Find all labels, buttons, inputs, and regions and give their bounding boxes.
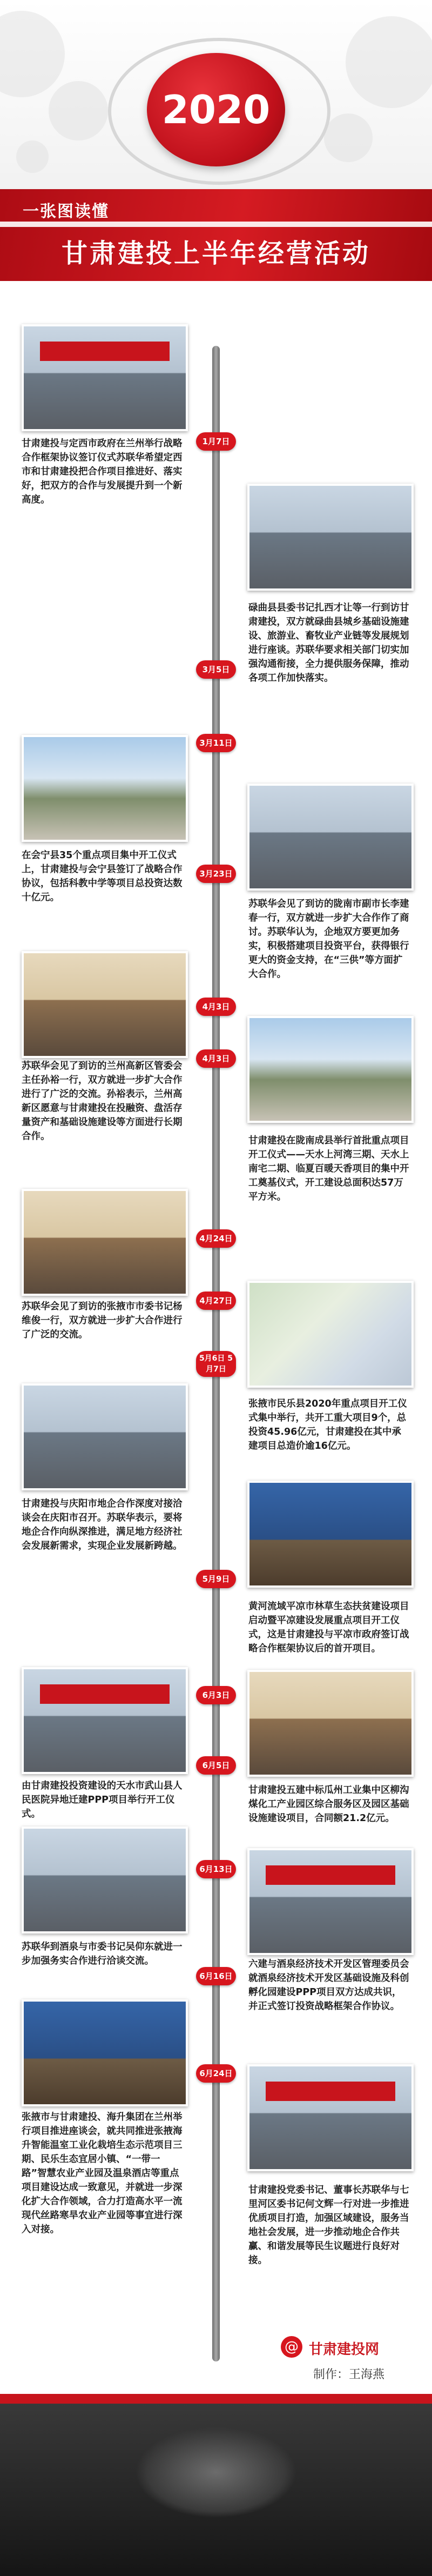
year-badge: 2020 [147,53,285,166]
event-photo [22,1189,188,1296]
event-photo [22,735,188,842]
event-photo [247,1281,414,1388]
event-text: 苏联华会见了到访的陇南市副市长李建春一行，双方就进一步扩大合作作了商讨。苏联华认为，企地双方要更加务实，积极搭建项目投资平台，获得银行更大的资金支持，在“三供”等方面扩大合作。 [248,899,409,980]
event-photo [22,324,188,431]
event-date: 4月27日 [196,1292,236,1310]
event-text: 苏联华会见了到访的张掖市市委书记杨维俊一行，双方就进一步扩大合作进行了广泛的交流。 [22,1301,183,1340]
band-stripe [0,222,432,227]
page-title: 甘肃建投上半年经营活动 [61,238,370,269]
decor-bubble [0,11,65,97]
event-text: 在会宁县35个重点项目集中开工仪式上，甘肃建投与会宁县签订了战略合作协议，包括科教中学等项目总投资达数十亿元。 [22,850,183,903]
decor-bubble [324,113,373,162]
event-date: 3月11日 [196,734,236,752]
event-text: 甘肃建投在陇南成县举行首批重点项目开工仪式——天水上河湾三期、天水上南宅二期、临夏百暖天香项目的集中开工奠基仪式，开工建设总面积达57万平方米。 [248,1135,409,1202]
event-photo [22,951,188,1058]
decor-bubble [49,81,108,140]
event-text: 甘肃建投与定西市政府在兰州举行战略合作框架协议签订仪式苏联华希望定西市和甘肃建投把合作项目推进好、落实好，把双方的合作与发展提升到一个新高度。 [22,438,183,505]
event-date: 4月3日 [196,1049,236,1068]
event-date: 6月13日 [196,1860,236,1878]
handshake-image [135,2426,297,2518]
event-photo [22,1383,188,1490]
event-date: 5月6日 5月7日 [196,1351,236,1377]
event-text: 甘肃建投党委书记、董事长苏联华与七里河区委书记何文辉一行对进一步推进优质项目打造，加强区域建设，服务当地社会发展，进一步推动地企合作共赢、和谐发展等民生议题进行良好对接。 [248,2185,409,2266]
event-photo [247,1848,414,1955]
event-photo [247,1016,414,1123]
event-photo [247,1670,414,1777]
footer-stripe [0,2394,432,2404]
event-photo [22,1999,188,2106]
event-photo [247,484,414,591]
event-text: 碌曲县县委书记扎西才让等一行到访甘肃建投，双方就碌曲县城乡基础设施建设、旅游业、畜牧业产业链等发展规划进行座谈。苏联华要求相关部门切实加强沟通衔接，全力提供服务保障，推动各项工作加快落实。 [248,603,409,684]
event-photo [247,2064,414,2171]
footer-band [0,2394,432,2576]
maker-credit: 制作：王海燕 [313,2368,385,2381]
header-banner [0,0,432,281]
event-date: 4月3日 [196,998,236,1016]
event-date: 6月5日 [196,1756,236,1775]
subtitle: 一张图读懂 [23,202,109,221]
event-text: 六建与酒泉经济技术开发区管理委员会就酒泉经济技术开发区基础设施及科创孵化园建设PPP项目双方达成共识，并正式签订投资战略框架合作协议。 [248,1959,409,2012]
decor-bubble [346,16,432,108]
event-text: 由甘肃建投投资建设的天水市武山县人民医院异地迁建PPP项目举行开工仪式。 [22,1781,183,1819]
site-logo-text: 甘肃建投网 [309,2341,380,2358]
footer-credit [281,2326,421,2386]
event-text: 甘肃建投与庆阳市地企合作深度对接洽谈会在庆阳市召开。苏联华表示，要将地企合作向纵深推进，满足地方经济社会发展新需求，实现企业发展新跨越。 [22,1498,183,1551]
event-photo [22,1826,188,1933]
event-date: 6月16日 [196,1967,236,1985]
decor-bubble [16,140,49,173]
event-photo [247,1481,414,1588]
event-text: 张掖市民乐县2020年重点项目开工仪式集中举行，共开工重大项目9个，总投资45.96亿元，甘肃建投在其中承建项目总造价逾16亿元。 [248,1399,407,1451]
event-date: 4月24日 [196,1229,236,1248]
event-photo [22,1667,188,1774]
event-text: 苏联华到酒泉与市委书记吴仰东就进一步加强务实合作进行洽谈交流。 [22,1942,183,1966]
event-text: 甘肃建投五建中标瓜州工业集中区柳沟煤化工产业园区综合服务区及园区基础设施建设项目，合同额21.2亿元。 [248,1785,409,1824]
event-photo [247,784,414,891]
at-sign-icon: @ [281,2336,302,2358]
event-date: 3月5日 [196,660,236,679]
event-text: 黄河流域平凉市林草生态扶贫建设项目启动暨平凉建设发展重点项目开工仪式，这是甘肃建投与平凉市政府签订战略合作框架协议后的首开项目。 [248,1601,409,1654]
event-date: 6月24日 [196,2064,236,2083]
event-date: 1月7日 [196,432,236,451]
event-text: 张掖市与甘肃建投、海升集团在兰州举行项目推进座谈会，就共同推进张掖海升智能温室工业化栽培生态示范项目三期、民乐生态宜居小镇、“一带一路”智慧农业产业园及温泉酒店等重点项目建设达成一致意见，并就进一步深化扩大合作领域，合力打造高水平一流现代丝路寒旱农业产业园等事宜进行深入对接。 [22,2112,183,2235]
event-date: 5月9日 [196,1570,236,1588]
event-date: 3月23日 [196,865,236,883]
event-date: 6月3日 [196,1686,236,1704]
event-text: 苏联华会见了到访的兰州高新区管委会主任孙裕一行，双方就进一步扩大合作进行了广泛的交流。孙裕表示，兰州高新区愿意与甘肃建投在投融资、盘活存量资产和基础设施建设等方面进行长期合作。 [22,1061,183,1142]
